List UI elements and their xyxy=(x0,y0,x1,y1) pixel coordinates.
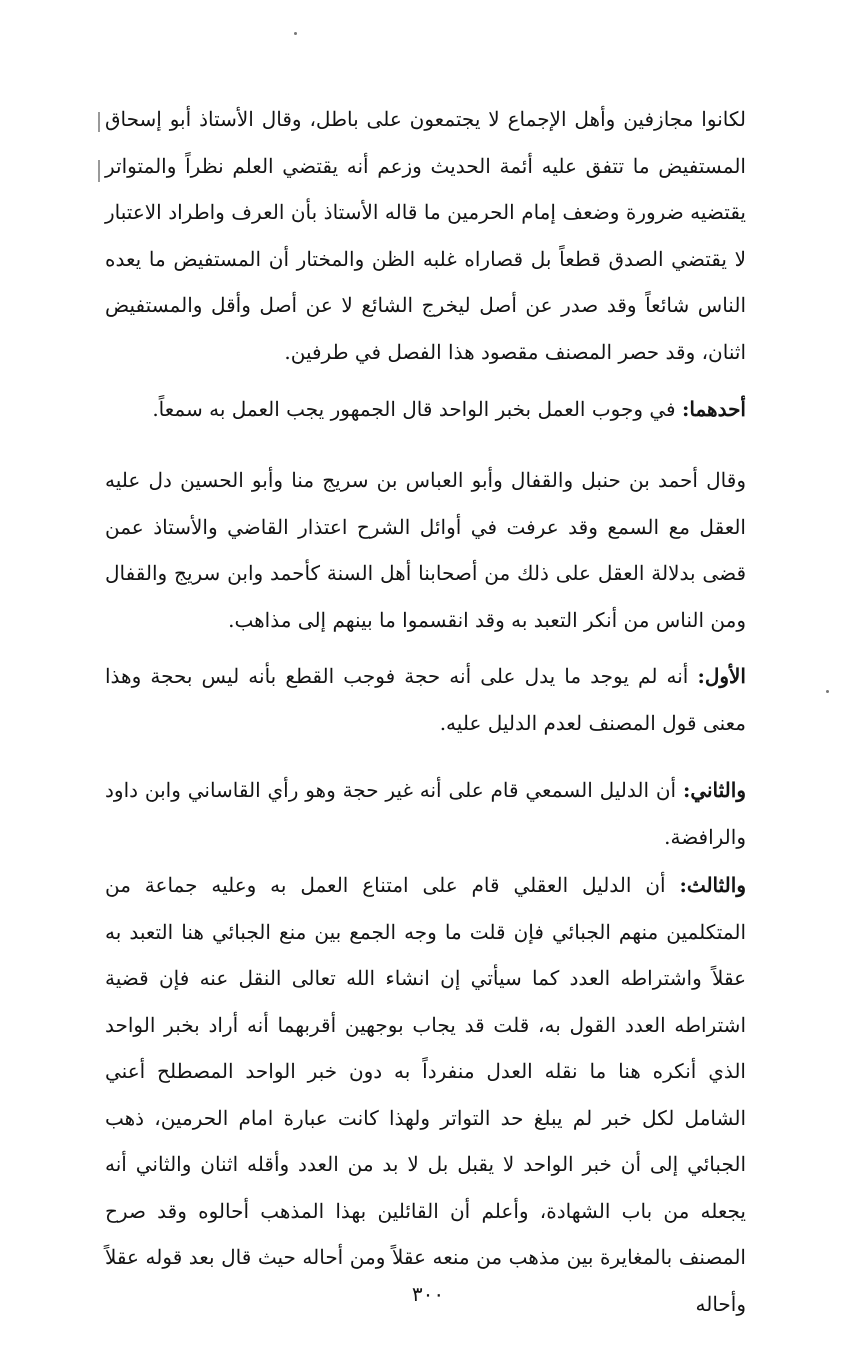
paragraph-text: أنه لم يوجد ما يدل على أنه حجة فوجب القطع بأنه ليس بحجة وهذا معنى قول المصنف لعدم الدليل عليه. xyxy=(105,664,746,735)
page-number: ٣٠٠ xyxy=(411,1282,445,1306)
paragraph-text: لكانوا مجازفين وأهل الإجماع لا يجتمعون على باطل، وقال الأستاذ أبو إسحاق المستفيض ما تتفق عليه أئمة الحديث وزعم أنه يقتضي العلم نظراً والمتواتر يقتضيه ضرورة وضعف إمام الحرمين ما قاله الأستاذ بأن العرف واطراد الاعتبار لا يقتضي الصدق قطعاً بل قصاراه غلبه الظن والمختار أن المستفيض ما يعده الناس شائعاً وقد صدر عن أصل ليخرج الشائع لا عن أصل وأقل والمستفيض اثنان، وقد حصر المصنف مقصود هذا الفصل في طرفين. xyxy=(105,107,746,364)
scan-speck xyxy=(294,32,297,35)
paragraph-text: في وجوب العمل بخبر الواحد قال الجمهور يجب العمل به سمعاً. xyxy=(152,397,682,421)
paragraph-heading: والثاني: xyxy=(682,778,746,802)
paragraph-heading: والثالث: xyxy=(679,873,746,897)
paragraph-text: أن الدليل السمعي قام على أنه غير حجة وهو رأي القاساني وابن داود والرافضة. xyxy=(105,778,746,849)
paragraph xyxy=(105,386,746,433)
paragraph xyxy=(105,457,746,643)
scan-speck xyxy=(826,690,829,693)
paragraph xyxy=(105,653,746,746)
margin-mark xyxy=(98,160,100,182)
margin-mark xyxy=(98,112,100,132)
paragraph-text: وقال أحمد بن حنبل والقفال وأبو العباس بن سريج منا وأبو الحسين دل عليه العقل مع السمع وقد عرفت في أوائل الشرح اعتذار القاضي والأستاذ عمن قضى بدلالة العقل على ذلك من أصحابنا أهل السنة كأحمد وابن سريج والقفال ومن الناس من أنكر التعبد به وقد انقسموا ما بينهم إلى مذاهب. xyxy=(105,468,746,632)
paragraph-text: أن الدليل العقلي قام على امتناع العمل به وعليه جماعة من المتكلمين منهم الجبائي فإن قلت ما وجه الجمع بين منع الجبائي هنا التعبد به عقلاً واشتراطه العدد كما سيأتي إن انشاء الله تعالى النقل عنه فإن قضية اشتراطه العدد القول به، قلت قد يجاب بوجهين أقربهما أنه أراد بخبر الواحد الذي أنكره هنا ما نقله العدل منفرداً به دون خبر الواحد المصطلح أعني الشامل لكل خبر لم يبلغ حد التواتر ولهذا كانت عبارة امام الحرمين، ذهب الجبائي إلى أن خبر الواحد لا يقبل بل لا بد من العدد وأقله اثنان والثاني أنه يجعله من باب الشهادة، وأعلم أن القائلين بهذا المذهب أحالوه وقد صرح المصنف بالمغايرة بين مذهب من منعه عقلاً ومن أحاله حيث قال بعد قوله عقلاً وأحاله xyxy=(105,873,747,1316)
paragraph xyxy=(105,96,746,375)
paragraph xyxy=(105,862,746,1327)
paragraph-heading: الأول: xyxy=(697,664,746,688)
paragraph xyxy=(105,767,746,860)
paragraph-heading: أحدهما: xyxy=(681,397,746,421)
